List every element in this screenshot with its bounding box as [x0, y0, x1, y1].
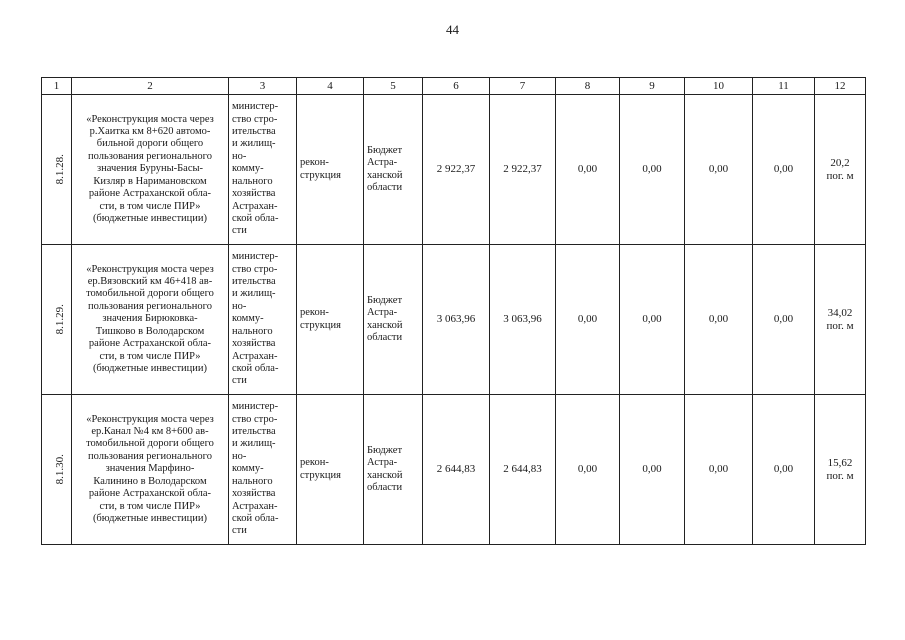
capacity-cell [815, 395, 866, 545]
column-header: 11 [753, 78, 815, 95]
value-cell: 0,00 [753, 95, 815, 245]
column-header: 4 [297, 78, 364, 95]
table-row [42, 95, 866, 245]
row-number: 8.1.29. [53, 303, 66, 335]
capacity-value: 34,02 пог. м [826, 307, 854, 332]
project-name: «Реконструкция моста через р.Хаитка км 8+620 автомо- бильной дороги общего пользования регионального значения Буруны-Басы- Кизляр в Наримановском районе Астраханской обла- сти, в том числе ПИР» (бюджетные инвестиции) [86, 113, 214, 224]
value-cell: 0,00 [685, 395, 753, 545]
value-cell: 0,00 [620, 395, 685, 545]
column-header: 5 [364, 78, 423, 95]
funding-source: Бюджет Астра- ханской области [367, 294, 403, 343]
funding-source-cell [364, 245, 423, 395]
value-cell: 0,00 [753, 395, 815, 545]
ministry-cell [229, 245, 297, 395]
value-cell: 0,00 [753, 245, 815, 395]
funding-source-cell [364, 395, 423, 545]
funding-source: Бюджет Астра- ханской области [367, 444, 403, 493]
capacity-cell [815, 245, 866, 395]
value-cell: 0,00 [685, 245, 753, 395]
work-type-cell [297, 95, 364, 245]
work-type-cell [297, 245, 364, 395]
row-number: 8.1.28. [53, 153, 66, 185]
page-number: 44 [446, 22, 459, 37]
work-type-cell [297, 395, 364, 545]
value-cell: 2 644,83 [490, 395, 556, 545]
capacity-value: 20,2 пог. м [826, 157, 854, 182]
capacity-cell [815, 95, 866, 245]
value-cell: 3 063,96 [490, 245, 556, 395]
row-number-cell [42, 245, 72, 395]
value-cell: 0,00 [556, 395, 620, 545]
funding-source-cell [364, 95, 423, 245]
project-name-cell [72, 395, 229, 545]
column-header: 7 [490, 78, 556, 95]
column-header: 9 [620, 78, 685, 95]
work-type: рекон- струкция [300, 307, 341, 331]
ministry-cell [229, 395, 297, 545]
column-header: 12 [815, 78, 866, 95]
value-cell: 2 922,37 [490, 95, 556, 245]
funding-source: Бюджет Астра- ханской области [367, 144, 403, 193]
project-name-cell [72, 245, 229, 395]
value-cell: 2 644,83 [423, 395, 490, 545]
row-number-cell [42, 95, 72, 245]
column-header: 2 [72, 78, 229, 95]
project-name-cell [72, 95, 229, 245]
row-number-cell [42, 395, 72, 545]
header-row [42, 78, 866, 95]
project-name: «Реконструкция моста через ер.Вязовский км 46+418 ав- томобильной дороги общего пользования регионального значения Бирюковка- Тишково в Володарском районе Астраханской обла- сти, в том числе ПИР» (бюджетные инвестиции) [86, 263, 214, 374]
value-cell: 3 063,96 [423, 245, 490, 395]
capacity-value: 15,62 пог. м [826, 457, 854, 482]
value-cell: 0,00 [620, 245, 685, 395]
table-row [42, 245, 866, 395]
value-cell: 0,00 [556, 245, 620, 395]
work-type: рекон- струкция [300, 457, 341, 481]
ministry-name: министер- ство стро- ительства и жилищ- но- комму- нального хозяйства Астрахан- ской обла- сти [232, 101, 279, 237]
column-header: 3 [229, 78, 297, 95]
column-header: 10 [685, 78, 753, 95]
row-number: 8.1.30. [53, 453, 66, 485]
value-cell: 0,00 [620, 95, 685, 245]
value-cell: 0,00 [556, 95, 620, 245]
project-name: «Реконструкция моста через ер.Канал №4 км 8+600 ав- томобильной дороги общего пользования регионального значения Марфино- Калинино в Володарском районе Астраханской обла- сти, в том числе ПИР» (бюджетные инвестиции) [86, 413, 214, 524]
value-cell: 0,00 [685, 95, 753, 245]
projects-table [41, 77, 866, 545]
ministry-name: министер- ство стро- ительства и жилищ- но- комму- нального хозяйства Астрахан- ской обла- сти [232, 401, 279, 537]
column-header: 1 [42, 78, 72, 95]
table-row [42, 395, 866, 545]
column-header: 8 [556, 78, 620, 95]
ministry-name: министер- ство стро- ительства и жилищ- но- комму- нального хозяйства Астрахан- ской обла- сти [232, 251, 279, 387]
column-header: 6 [423, 78, 490, 95]
value-cell: 2 922,37 [423, 95, 490, 245]
ministry-cell [229, 95, 297, 245]
work-type: рекон- струкция [300, 157, 341, 181]
